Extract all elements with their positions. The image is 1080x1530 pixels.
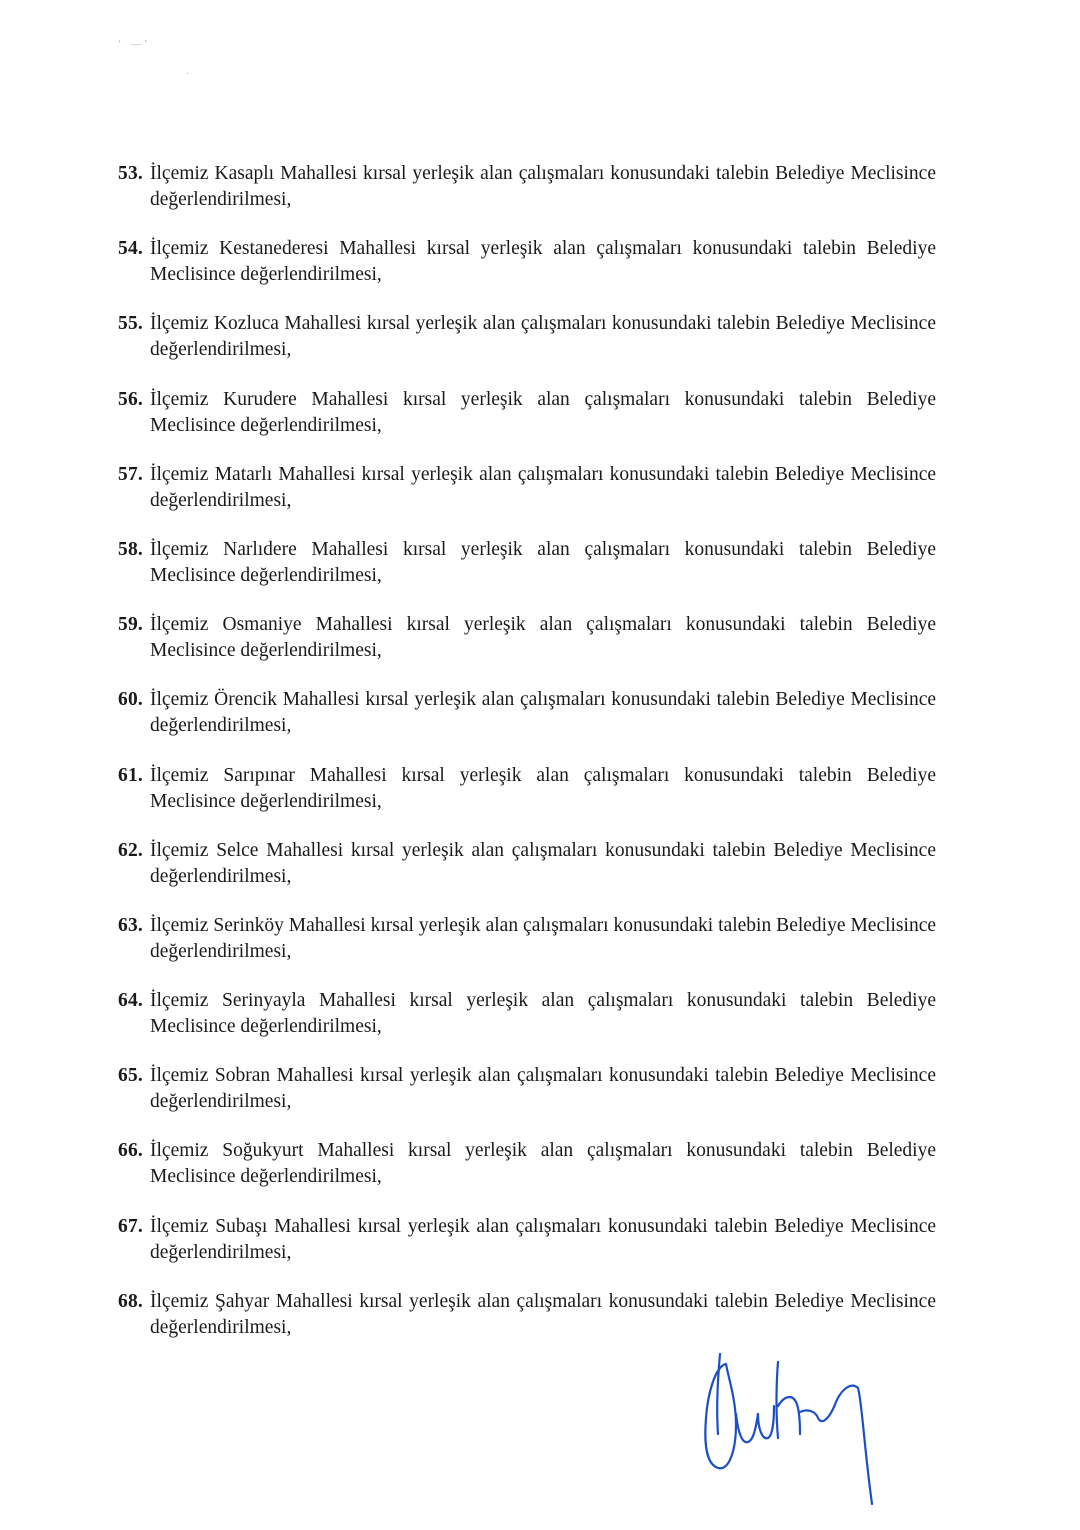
item-text: İlçemiz Narlıdere Mahallesi kırsal yerleşik alan çalışmaları konusundaki talebin Belediye Meclisince değerlendirilmesi, xyxy=(150,538,936,586)
list-item xyxy=(118,763,936,838)
list-item xyxy=(118,537,936,612)
list-item xyxy=(118,687,936,762)
item-number: 58. xyxy=(118,538,143,560)
item-number: 65. xyxy=(118,1065,143,1087)
item-text: İlçemiz Selce Mahallesi kırsal yerleşik alan çalışmaları konusundaki talebin Belediye Meclisince değerlendirilmesi, xyxy=(150,839,936,887)
list-item xyxy=(118,311,936,386)
item-text: İlçemiz Serinköy Mahallesi kırsal yerleşik alan çalışmaları konusundaki talebin Belediye Meclisince değerlendirilmesi, xyxy=(150,914,936,962)
item-number: 57. xyxy=(118,463,143,485)
item-number: 56. xyxy=(118,388,143,410)
item-number: 63. xyxy=(118,914,143,936)
list-item xyxy=(118,387,936,462)
list-item xyxy=(118,236,936,311)
item-number: 68. xyxy=(118,1290,143,1312)
item-text: İlçemiz Örencik Mahallesi kırsal yerleşik alan çalışmaları konusundaki talebin Belediye Meclisince değerlendirilmesi, xyxy=(150,689,936,737)
item-text: İlçemiz Soğukyurt Mahallesi kırsal yerleşik alan çalışmaları konusundaki talebin Belediye Meclisince değerlendirilmesi, xyxy=(150,1140,936,1188)
item-text: İlçemiz Serinyayla Mahallesi kırsal yerleşik alan çalışmaları konusundaki talebin Belediye Meclisince değerlendirilmesi, xyxy=(150,990,936,1038)
item-number: 67. xyxy=(118,1215,143,1237)
item-text: İlçemiz Kasaplı Mahallesi kırsal yerleşik alan çalışmaları konusundaki talebin Belediye Meclisince değerlendirilmesi, xyxy=(150,163,936,210)
item-number: 66. xyxy=(118,1140,143,1162)
item-text: İlçemiz Kozluca Mahallesi kırsal yerleşik alan çalışmaları konusundaki talebin Belediye Meclisince değerlendirilmesi, xyxy=(150,313,936,361)
item-number: 53. xyxy=(118,163,143,184)
item-number: 62. xyxy=(118,839,143,861)
list-item xyxy=(118,1214,936,1289)
scan-artifact: ‘ — ’ xyxy=(118,39,148,50)
item-text: İlçemiz Şahyar Mahallesi kırsal yerleşik alan çalışmaları konusundaki talebin Belediye Meclisince değerlendirilmesi, xyxy=(150,1290,936,1338)
item-number: 64. xyxy=(118,990,143,1012)
list-item xyxy=(118,1063,936,1138)
item-number: 59. xyxy=(118,614,143,636)
list-item xyxy=(118,838,936,913)
item-text: İlçemiz Sobran Mahallesi kırsal yerleşik alan çalışmaları konusundaki talebin Belediye Meclisince değerlendirilmesi, xyxy=(150,1065,936,1113)
scan-artifact: · xyxy=(186,69,190,80)
item-number: 60. xyxy=(118,689,143,711)
item-number: 55. xyxy=(118,313,143,335)
list-item xyxy=(118,913,936,988)
agenda-list xyxy=(118,161,936,1364)
list-item xyxy=(118,161,936,236)
item-number: 61. xyxy=(118,764,143,786)
item-text: İlçemiz Osmaniye Mahallesi kırsal yerleşik alan çalışmaları konusundaki talebin Belediye Meclisince değerlendirilmesi, xyxy=(150,614,936,662)
item-text: İlçemiz Matarlı Mahallesi kırsal yerleşik alan çalışmaları konusundaki talebin Belediye Meclisince değerlendirilmesi, xyxy=(150,463,936,511)
list-item xyxy=(118,612,936,687)
item-text: İlçemiz Subaşı Mahallesi kırsal yerleşik alan çalışmaları konusundaki talebin Belediye Meclisince değerlendirilmesi, xyxy=(150,1215,936,1263)
list-item xyxy=(118,1138,936,1213)
list-item xyxy=(118,462,936,537)
item-text: İlçemiz Sarıpınar Mahallesi kırsal yerleşik alan çalışmaları konusundaki talebin Belediye Meclisince değerlendirilmesi, xyxy=(150,764,936,812)
item-text: İlçemiz Kurudere Mahallesi kırsal yerleşik alan çalışmaları konusundaki talebin Belediye Meclisince değerlendirilmesi, xyxy=(150,388,936,436)
handwritten-signature-icon xyxy=(696,1336,886,1514)
item-number: 54. xyxy=(118,238,143,260)
list-item xyxy=(118,988,936,1063)
item-text: İlçemiz Kestanederesi Mahallesi kırsal yerleşik alan çalışmaları konusundaki talebin Belediye Meclisince değerlendirilmesi, xyxy=(150,238,936,286)
